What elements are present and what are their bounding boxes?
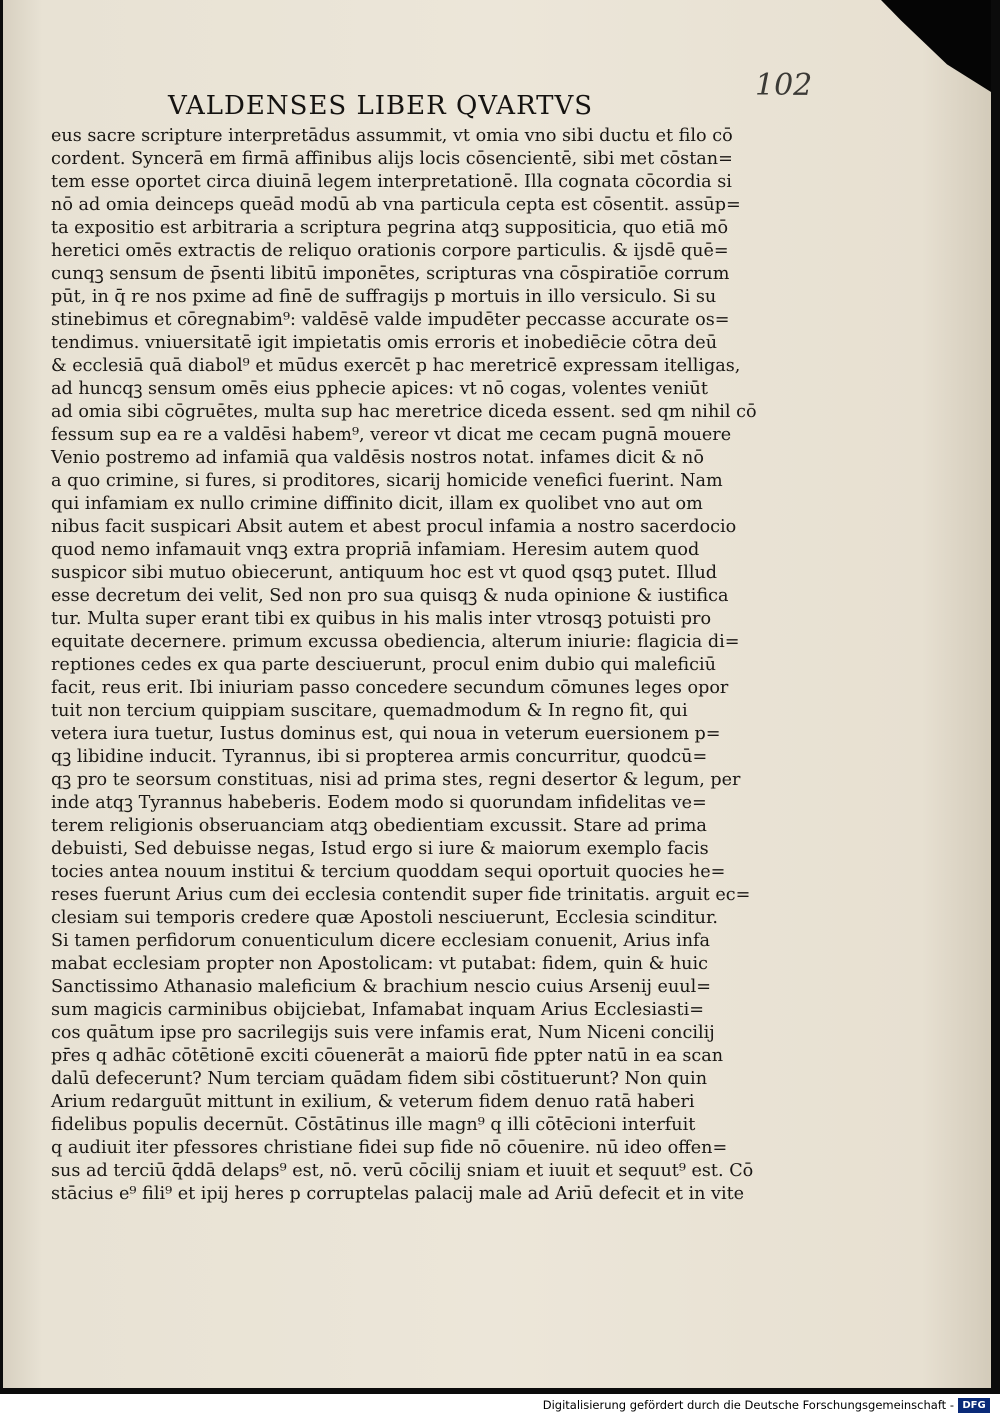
text-line: inde atqꝫ Tyrannus habeberis. Eodem modo si quorundam infidelitas ve= — [51, 793, 707, 813]
book-page — [3, 0, 991, 1388]
text-line: pūt, in q̄ re nos pxime ad finē de suffragijs p mortuis in illo versiculo. Si su — [51, 287, 717, 307]
text-line: stācius e⁹ fili⁹ et ipij heres p corruptelas palacij male ad Ariū defecit et in vite — [51, 1184, 745, 1204]
text-line: dalū defecerunt? Num terciam quādam fidem sibi cōstituerunt? Non quin — [51, 1069, 708, 1089]
text-line: tocies antea nouum institui & tercium quoddam sequi oportuit quocies he= — [51, 862, 726, 882]
folio-number: 102 — [755, 68, 813, 103]
text-line: cos quātum ipse pro sacrilegijs suis vere infamis erat, Num Niceni concilij — [51, 1023, 715, 1043]
text-line: tur. Multa super erant tibi ex quibus in his malis inter vtrosqꝫ potuisti pro — [51, 609, 712, 629]
text-line: cordent. Syncerā em firmā affinibus alijs locis cōsencientē, sibi met cōstan= — [51, 149, 733, 169]
text-line: pr̄es q adhāc cōtētionē exciti cōuenerāt a maiorū fide ppter natū in ea scan — [51, 1046, 724, 1066]
text-line: sum magicis carminibus obijciebat, Infamabat inquam Arius Ecclesiasti= — [51, 1000, 704, 1020]
text-line: cunqꝫ sensum de p̄senti libitū imponētes, scripturas vna cōspiratiōe corrum — [51, 264, 730, 284]
text-line: ta expositio est arbitraria a scriptura pegrina atqꝫ suppositicia, quo etiā mō — [51, 218, 729, 238]
text-line: & ecclesiā quā diabol⁹ et mūdus exercēt p hac meretricē expressam itelligas, — [51, 356, 741, 376]
text-line: equitate decernere. primum excussa obediencia, alterum iniurie: flagicia di= — [51, 632, 740, 652]
text-line: fidelibus populis decernūt. Cōstātinus ille magn⁹ q illi cōtēcioni interfuit — [51, 1115, 696, 1135]
text-block — [51, 125, 757, 1206]
text-line: qꝫ pro te seorsum constituas, nisi ad prima stes, regni desertor & legum, per — [51, 770, 741, 790]
text-line: suspicor sibi mutuo obiecerunt, antiquum hoc est vt quod qsqꝫ putet. Illud — [51, 563, 718, 583]
text-line: Arium redarguūt mittunt in exilium, & veterum fidem denuo ratā haberi — [51, 1092, 695, 1112]
text-line: vetera iura tuetur, Iustus dominus est, qui noua in veterum euersionem p= — [51, 724, 721, 744]
text-line: mabat ecclesiam propter non Apostolicam: vt putabat: fidem, quin & huic — [51, 954, 708, 974]
digitization-footer — [0, 1394, 1000, 1418]
text-line: nibus facit suspicari Absit autem et abest procul infamia a nostro sacerdocio — [51, 517, 737, 537]
text-line: ad huncqꝫ sensum omēs eius pphecie apices: vt nō cogas, volentes veniūt — [51, 379, 708, 399]
dfg-logo: DFG — [958, 1398, 990, 1413]
text-line: tuit non tercium quippiam suscitare, quemadmodum & In regno fit, qui — [51, 701, 688, 721]
text-line: a quo crimine, si fures, si proditores, sicarij homicide venefici fuerint. Nam — [51, 471, 723, 491]
text-line: reptiones cedes ex qua parte desciuerunt, procul enim dubio qui maleficiū — [51, 655, 716, 675]
text-line: clesiam sui temporis credere quæ Apostoli nesciuerunt, Ecclesia scinditur. — [51, 908, 719, 928]
text-line: Sanctissimo Athanasio maleficium & brachium nescio cuius Arsenij euul= — [51, 977, 711, 997]
running-head: VALDENSES LIBER QVARTVS — [168, 91, 594, 121]
text-line: debuisti, Sed debuisse negas, Istud ergo si iure & maiorum exemplo facis — [51, 839, 709, 859]
text-line: stinebimus et cōregnabim⁹: valdēsē valde impudēter peccasse accurate os= — [51, 310, 730, 330]
text-line: qꝫ libidine inducit. Tyrannus, ibi si propterea armis concurritur, quodcū= — [51, 747, 708, 767]
text-line: nō ad omia deinceps queād modū ab vna particula cepta est cōsentit. assūp= — [51, 195, 741, 215]
footer-credit: Digitalisierung gefördert durch die Deutsche Forschungsgemeinschaft - — [542, 1398, 954, 1412]
text-line: qui infamiam ex nullo crimine diffinito dicit, illam ex quolibet vno aut om — [51, 494, 703, 514]
text-line: reses fuerunt Arius cum dei ecclesia contendit super fide trinitatis. arguit ec= — [51, 885, 751, 905]
text-line: facit, reus erit. Ibi iniuriam passo concedere secundum cōmunes leges opor — [51, 678, 729, 698]
text-line: ad omia sibi cōgruētes, multa sup hac meretrice diceda essent. sed qm nihil cō — [51, 402, 757, 422]
text-line: Venio postremo ad infamiā qua valdēsis nostros notat. infames dicit & nō — [51, 448, 704, 468]
text-line: tendimus. vniuersitatē igit impietatis omis erroris et inobediēcie cōtra deū — [51, 333, 718, 353]
text-line: quod nemo infamauit vnqꝫ extra propriā infamiam. Heresim autem quod — [51, 540, 700, 560]
text-line: terem religionis obseruanciam atqꝫ obedientiam excussit. Stare ad prima — [51, 816, 707, 836]
text-line: eus sacre scripture interpretādus assummit, vt omia vno sibi ductu et filo cō — [51, 126, 733, 146]
text-line: esse decretum dei velit, Sed non pro sua quisqꝫ & nuda opinione & iustifica — [51, 586, 729, 606]
text-line: heretici omēs extractis de reliquo orationis corpore particulis. & ijsdē quē= — [51, 241, 729, 261]
text-line: Si tamen perfidorum conuenticulum dicere ecclesiam conuenit, Arius infa — [51, 931, 711, 951]
text-line: fessum sup ea re a valdēsi habem⁹, vereor vt dicat me cecam pugnā mouere — [51, 425, 732, 445]
text-line: tem esse oportet circa diuinā legem interpretationē. Illa cognata cōcordia si — [51, 172, 732, 192]
damaged-page-corner — [881, 0, 991, 92]
text-line: sus ad terciū q̄ddā delaps⁹ est, nō. verū cōcilij sniam et iuuit et sequut⁹ est. Cō — [51, 1161, 754, 1181]
text-line: q audiuit iter pfessores christiane fidei sup fide nō cōuenire. nū ideo offen= — [51, 1138, 728, 1158]
